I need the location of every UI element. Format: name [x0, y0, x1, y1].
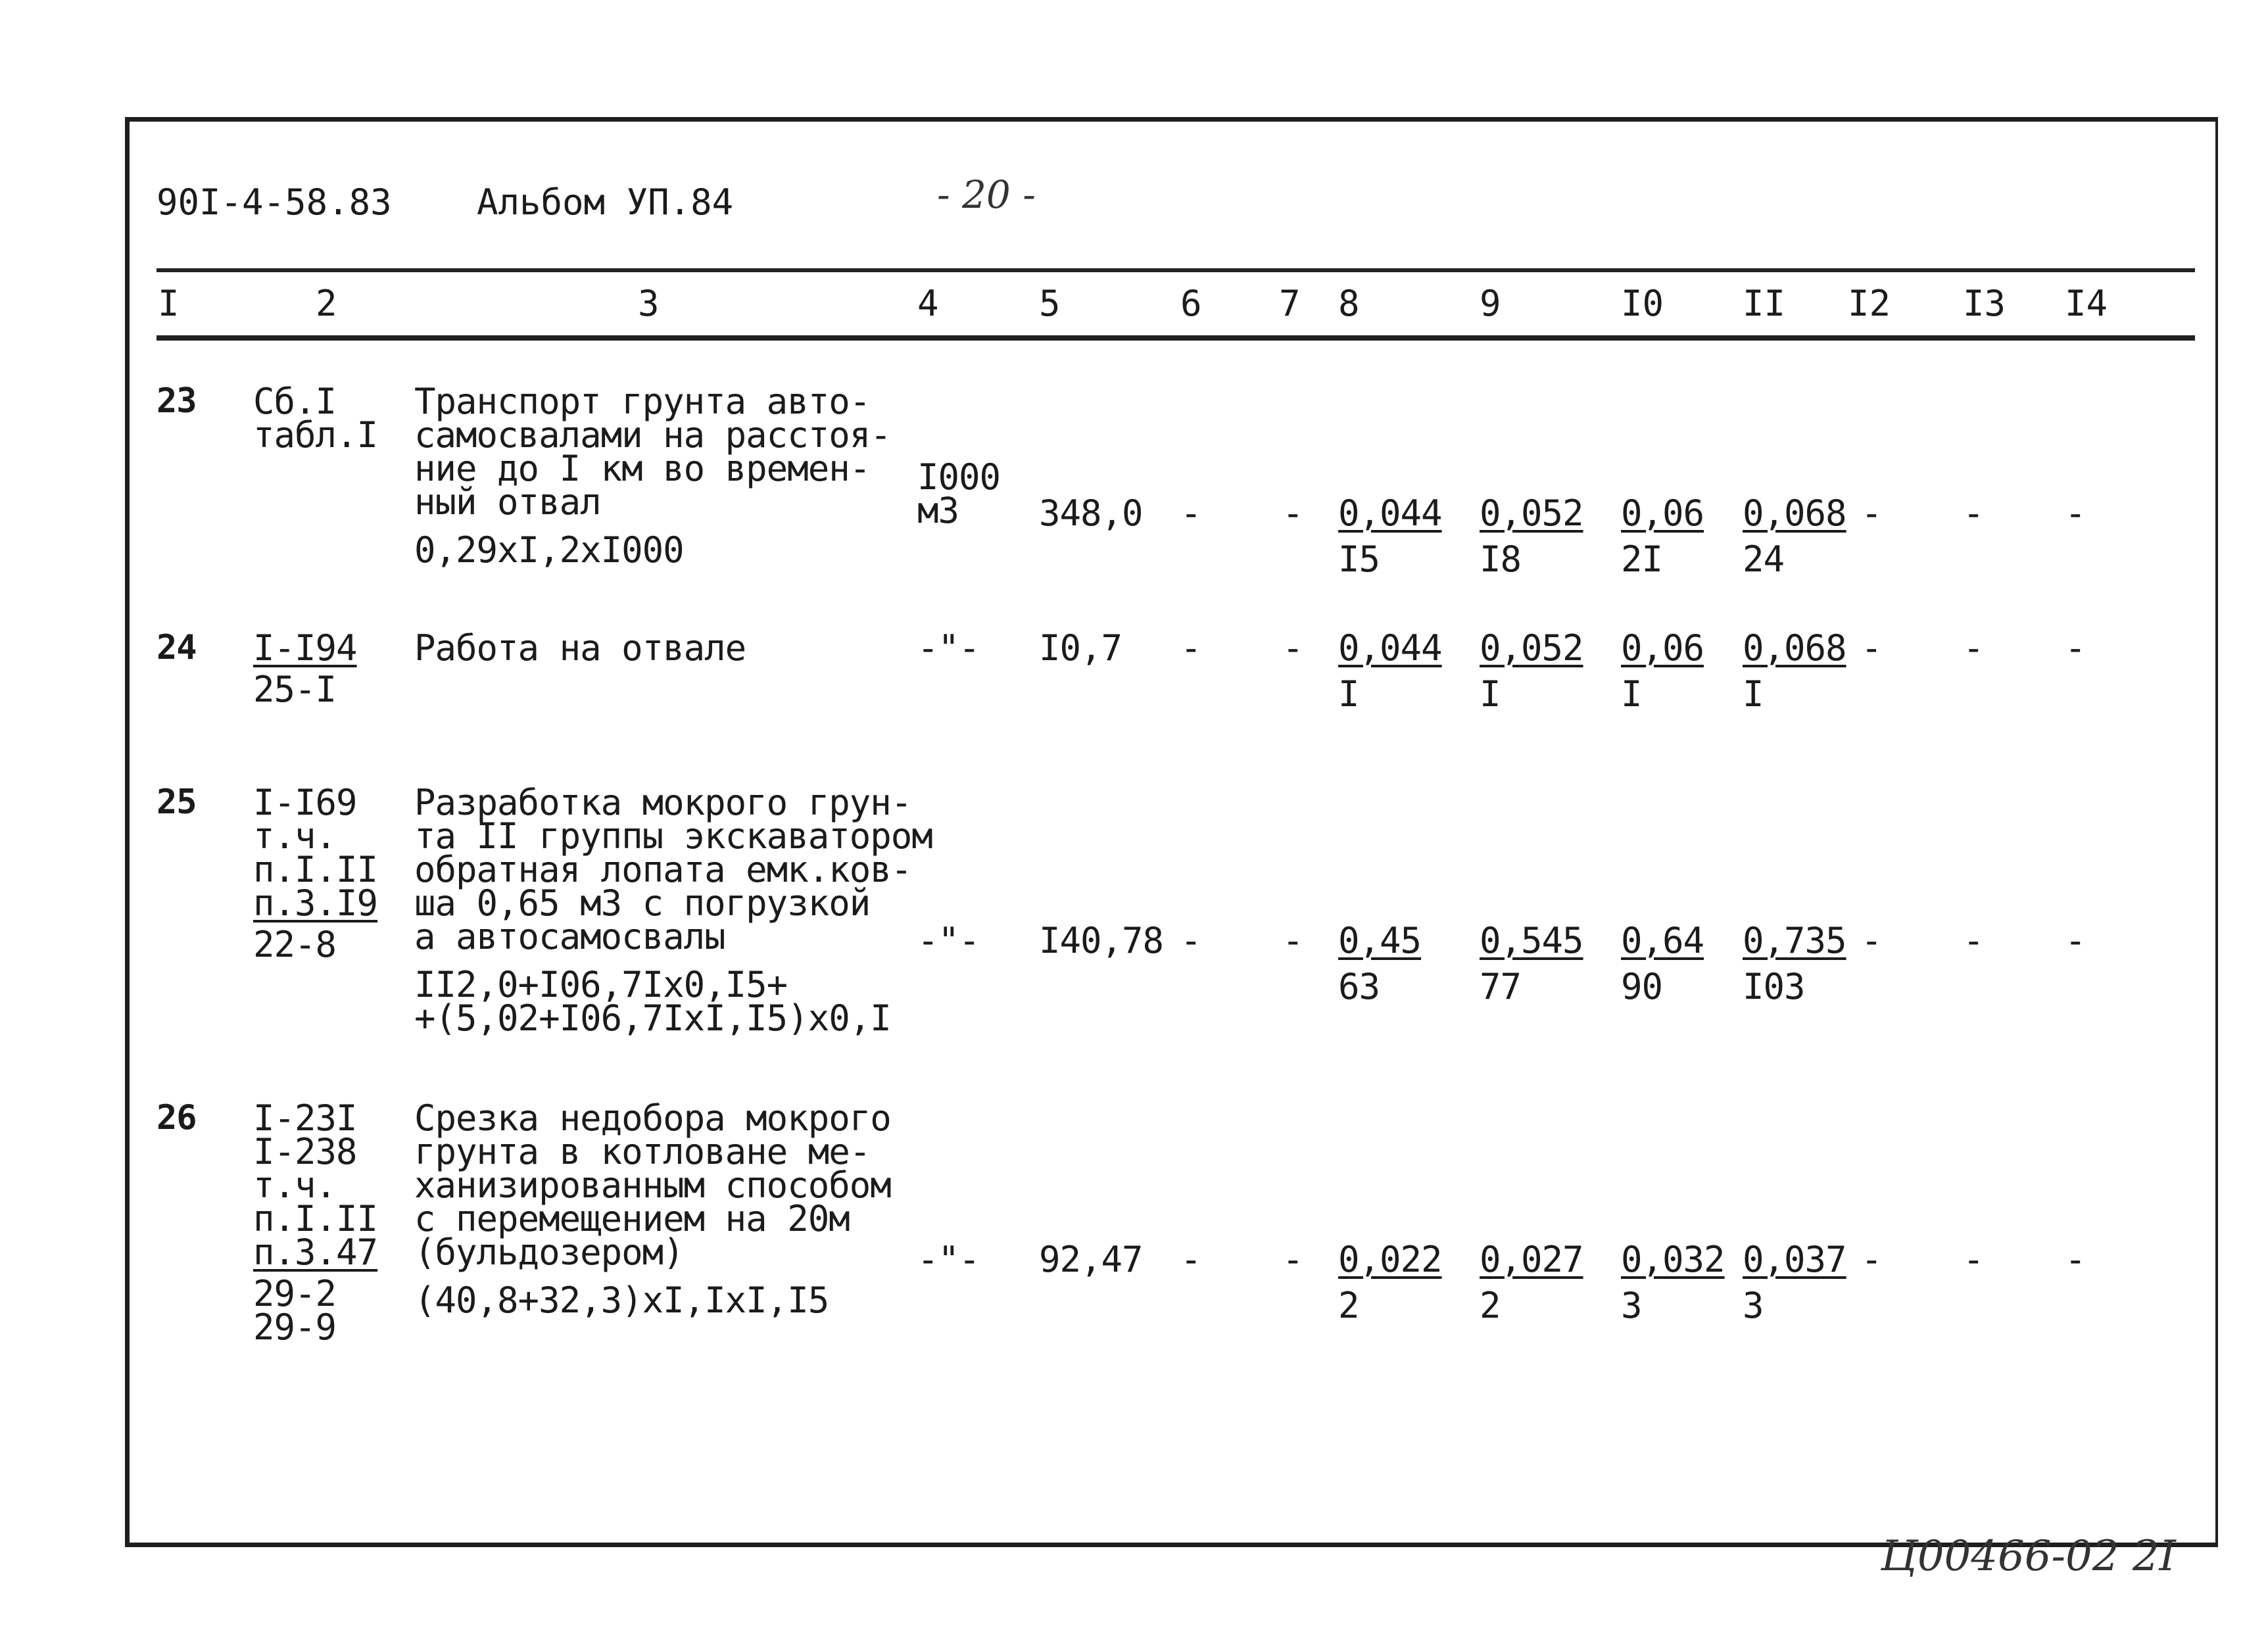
page-number: - 20 -	[937, 172, 1036, 217]
c10-rate: 0,032	[1621, 1239, 1725, 1280]
c10-count: 90	[1621, 966, 1663, 1007]
work-description: а автосамосвалы	[414, 916, 725, 957]
c9-rate: 0,545	[1480, 920, 1583, 961]
row-number: 26	[157, 1098, 197, 1138]
col7-value: -	[1282, 1239, 1303, 1280]
quantity: 348,0	[1039, 492, 1143, 534]
col13-value: -	[1963, 1239, 1984, 1280]
column-number: 5	[1039, 283, 1061, 324]
c9-count: I	[1480, 673, 1501, 715]
c10-rate: 0,06	[1621, 492, 1704, 534]
col6-value: -	[1180, 627, 1201, 669]
reference-code: I-I94	[253, 627, 357, 669]
c9-rate: 0,052	[1480, 492, 1583, 534]
unit: -"-	[917, 1239, 980, 1280]
work-description: с перемещением на 20м	[414, 1198, 850, 1239]
c9-rate: 0,052	[1480, 627, 1583, 669]
col14-value: -	[2065, 627, 2086, 669]
work-description: ние до I км во времен-	[414, 448, 871, 489]
reference-code: п.I.II	[253, 849, 378, 890]
reference-code: т.ч.	[253, 1164, 337, 1206]
work-description: ханизированным способом	[414, 1164, 891, 1206]
reference-code-extra: 29-2 29-9	[253, 1273, 337, 1348]
c11-count: 24	[1743, 539, 1785, 580]
archive-stamp: Ц00466-02 2I	[1881, 1532, 2176, 1581]
quantity: I40,78	[1039, 920, 1164, 961]
c11-rate: 0,037	[1743, 1239, 1846, 1280]
column-number: 3	[638, 283, 660, 324]
c8-rate: 0,044	[1338, 492, 1442, 534]
col13-value: -	[1963, 920, 1984, 961]
col12-value: -	[1861, 920, 1882, 961]
unit: I000	[917, 456, 1001, 498]
c9-count: 77	[1480, 966, 1522, 1007]
header-rule-bottom	[157, 335, 2195, 341]
quantity-formula: II2,0+I06,7Ix0,I5+	[414, 964, 788, 1005]
work-description: Срезка недобора мокрого	[414, 1097, 891, 1139]
col13-value: -	[1963, 627, 1984, 669]
quantity-formula: (40,8+32,3)xI,IxI,I5	[414, 1280, 829, 1321]
header-rule-top	[157, 268, 2195, 272]
col7-value: -	[1282, 492, 1303, 534]
c10-count: I	[1621, 673, 1642, 715]
c8-count: I	[1338, 673, 1359, 715]
column-number: I4	[2065, 283, 2108, 324]
col12-value: -	[1861, 492, 1882, 534]
col13-value: -	[1963, 492, 1984, 534]
col12-value: -	[1861, 1239, 1882, 1280]
c8-rate: 0,45	[1338, 920, 1422, 961]
reference-code: I-238	[253, 1131, 357, 1172]
c9-count: I8	[1480, 539, 1522, 580]
column-number: II	[1743, 283, 1786, 324]
quantity: I0,7	[1039, 627, 1122, 669]
column-number: 8	[1338, 283, 1360, 324]
c9-count: 2	[1480, 1285, 1501, 1326]
work-description: Разработка мокрого грун-	[414, 782, 912, 823]
column-number: 7	[1279, 283, 1301, 324]
c11-count: 3	[1743, 1285, 1764, 1326]
c8-count: I5	[1338, 539, 1380, 580]
c10-count: 2I	[1621, 539, 1663, 580]
reference-code: п.3.I9	[253, 882, 378, 924]
c11-count: I03	[1743, 966, 1805, 1007]
work-description: ный отвал	[414, 481, 601, 523]
reference-code: I-23I	[253, 1097, 357, 1139]
column-number: I0	[1621, 283, 1664, 324]
c8-rate: 0,022	[1338, 1239, 1442, 1280]
album-label: Альбом УП.84	[477, 181, 734, 223]
column-number: 9	[1480, 283, 1501, 324]
col12-value: -	[1861, 627, 1882, 669]
c11-rate: 0,068	[1743, 627, 1846, 669]
col6-value: -	[1180, 492, 1201, 534]
quantity-formula: 0,29xI,2xI000	[414, 529, 684, 571]
work-description: грунта в котловане ме-	[414, 1131, 871, 1172]
work-description: обратная лопата емк.ков-	[414, 849, 912, 890]
col14-value: -	[2065, 920, 2086, 961]
col14-value: -	[2065, 1239, 2086, 1280]
unit: -"-	[917, 627, 980, 669]
col6-value: -	[1180, 1239, 1201, 1280]
work-description: Работа на отвале	[414, 627, 746, 669]
c10-count: 3	[1621, 1285, 1642, 1326]
column-number: I3	[1963, 283, 2006, 324]
c11-rate: 0,068	[1743, 492, 1846, 534]
col7-value: -	[1282, 920, 1303, 961]
quantity-formula: +(5,02+I06,7IxI,I5)x0,I	[414, 997, 891, 1039]
reference-code: табл.I	[253, 414, 378, 456]
work-description: Транспорт грунта авто-	[414, 381, 871, 422]
column-number: 4	[917, 283, 939, 324]
col6-value: -	[1180, 920, 1201, 961]
column-number: 2	[316, 283, 337, 324]
c10-rate: 0,64	[1621, 920, 1704, 961]
c8-count: 63	[1338, 966, 1380, 1007]
doc-code: 90I-4-58.83	[157, 181, 392, 223]
work-description: самосвалами на расстоя-	[414, 414, 891, 456]
c10-rate: 0,06	[1621, 627, 1704, 669]
work-description: ша 0,65 м3 с погрузкой	[414, 882, 871, 924]
c11-count: I	[1743, 673, 1764, 715]
c11-rate: 0,735	[1743, 920, 1846, 961]
col14-value: -	[2065, 492, 2086, 534]
unit: -"-	[917, 920, 980, 961]
c8-rate: 0,044	[1338, 627, 1442, 669]
reference-code-extra: 22-8	[253, 924, 337, 965]
column-number: 6	[1180, 283, 1202, 324]
row-number: 23	[157, 381, 197, 421]
column-number: I	[158, 283, 180, 324]
work-description: та II группы экскаватором	[414, 815, 932, 857]
reference-code: I-I69	[253, 782, 357, 823]
row-number: 25	[157, 782, 197, 822]
reference-code: т.ч.	[253, 815, 337, 857]
reference-code: п.3.47	[253, 1232, 378, 1273]
unit: м3	[917, 490, 959, 531]
reference-code-extra: 25-I	[253, 669, 337, 710]
quantity: 92,47	[1039, 1239, 1143, 1280]
c8-count: 2	[1338, 1285, 1359, 1326]
work-description: (бульдозером)	[414, 1232, 684, 1273]
col7-value: -	[1282, 627, 1303, 669]
column-number: I2	[1848, 283, 1891, 324]
reference-code: п.I.II	[253, 1198, 378, 1239]
row-number: 24	[157, 628, 197, 667]
reference-code: Сб.I	[253, 381, 337, 422]
c9-rate: 0,027	[1480, 1239, 1583, 1280]
